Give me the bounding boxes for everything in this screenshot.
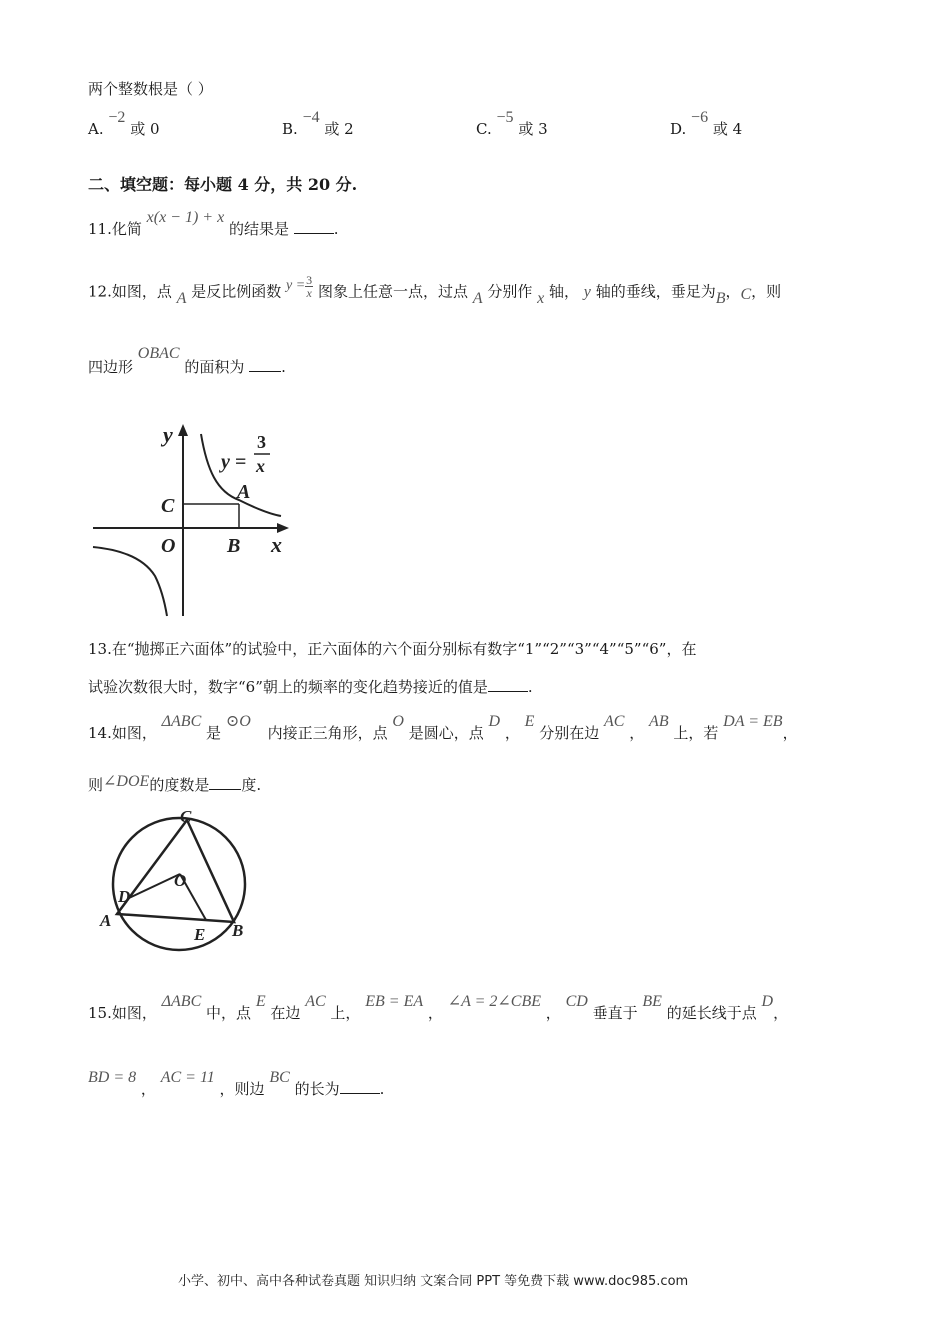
q14-text: 度. [241, 776, 262, 794]
condition-ac: AC = 11 [160, 1069, 215, 1086]
figure-point-c: C [161, 495, 175, 517]
q15-text: 在边 [270, 1004, 301, 1022]
q14-text: ， [782, 724, 798, 742]
fraction-denominator: x [306, 286, 312, 300]
section-title: 二、填空题：每小题 4 分，共 20 分. [88, 175, 358, 194]
figure-point-o: O [174, 871, 187, 890]
q14-text: 上，若 [673, 724, 719, 742]
q15-text: 的延长线于点 [666, 1004, 757, 1022]
q15-text: ，则边 [219, 1080, 265, 1098]
question-12-line1 [88, 273, 782, 307]
helper-none [119, 906, 176, 910]
segment-ac: AC [604, 713, 625, 730]
q15-text: 中，点 [206, 1004, 252, 1022]
condition-bd: BD = 8 [88, 1069, 137, 1086]
question-13-line2 [88, 676, 533, 697]
q15-text: ， [140, 1080, 156, 1098]
figure-point-b: B [232, 921, 244, 940]
q14-text: 14.如图， [88, 724, 157, 742]
question-13-line1: 13.在“抛掷正六面体”的试验中，正六面体的六个面分别标有数字“1”“2”“3”“4”“5”“6”，在 [88, 640, 697, 658]
option-rest: 或 3 [518, 120, 548, 138]
option-value: −2 [108, 109, 126, 126]
q12-end: . [281, 358, 286, 376]
answer-blank [294, 219, 334, 234]
circle-triangle-figure [98, 802, 258, 962]
figure-equation-num: 3 [257, 432, 266, 452]
point-b: B [715, 289, 726, 307]
option-rest: 或 2 [324, 120, 354, 138]
q11-suffix: 的结果是 [228, 220, 289, 238]
option-c [476, 109, 548, 139]
question-15-line2 [88, 1069, 385, 1099]
figure-equation-lhs: y = [221, 451, 247, 473]
q14-text: ， [504, 724, 520, 742]
q14-text: 内接正三角形，点 [267, 724, 388, 742]
option-value: −6 [691, 109, 709, 126]
fraction-numerator: 3 [306, 273, 313, 287]
q15-text: ， [427, 1004, 443, 1022]
footer-text: 小学、初中、高中各种试卷真题 知识归纳 文案合同 PPT 等免费下载 www.doc985.com [178, 1274, 689, 1289]
option-d [670, 109, 743, 139]
hyperbola-branch-left [93, 547, 167, 616]
q14-text: 则 [88, 776, 104, 794]
figure-point-a: A [237, 481, 251, 503]
answer-blank [249, 357, 281, 372]
figure-point-e: E [194, 925, 206, 944]
func-lhs: y = [286, 277, 306, 293]
option-rest: 或 4 [712, 120, 743, 138]
q15-text: 15.如图， [88, 1004, 157, 1022]
quad-obac: OBAC [137, 345, 180, 362]
option-b [282, 109, 354, 139]
answer-blank [209, 775, 241, 790]
option-label: B. [282, 120, 298, 138]
q12-text: 的面积为 [184, 358, 245, 376]
point-a: A [176, 289, 187, 307]
triangle-abc: ΔABC [161, 993, 202, 1010]
point-e: E [524, 713, 535, 730]
q13-text: 试验次数很大时，数字“6”朝上的频率的变化趋势接近的值是 [88, 678, 488, 696]
q15-text: ， [545, 1004, 561, 1022]
point-c: C [740, 285, 752, 303]
q11-end: . [333, 220, 339, 238]
q12-text: 分别作 [487, 282, 533, 301]
var-x: x [537, 289, 545, 307]
answer-blank [340, 1079, 380, 1094]
q12-text: 是反比例函数 [191, 282, 282, 301]
option-label: D. [670, 120, 687, 138]
q12-text: 四边形 [88, 358, 134, 376]
condition-eb-ea: EB = EA [365, 993, 424, 1010]
option-rest: 或 0 [130, 120, 160, 138]
circle-o: ⊙O [225, 713, 251, 730]
option-value: −4 [302, 109, 320, 126]
question-15-line1 [88, 993, 789, 1023]
question-11 [88, 209, 339, 239]
point-e: E [255, 993, 266, 1010]
q12-text: 图象上任意一点，过点 [317, 282, 468, 301]
segment-ab: AB [649, 713, 669, 730]
angle-doe: ∠DOE [103, 773, 150, 790]
point-a: A [472, 289, 483, 307]
figure-point-a: A [100, 911, 112, 930]
question-12-line2 [88, 345, 286, 377]
q13-end: . [527, 678, 533, 696]
q15-text: 上， [330, 1004, 361, 1022]
point-d: D [488, 713, 501, 730]
segment-be: BE [642, 993, 662, 1010]
q14-text: 的度数是 [149, 776, 210, 794]
option-a [88, 109, 160, 139]
q15-text: ， [773, 1004, 789, 1022]
func-fraction [305, 274, 313, 299]
q11-prefix: 11.化简 [88, 220, 142, 238]
figure-point-o: O [161, 535, 176, 557]
figure-point-b: B [227, 535, 241, 557]
x-axis-label: x [271, 532, 282, 557]
segment-bc: BC [269, 1069, 290, 1086]
q10-tail: 两个整数根是（ ） [88, 80, 213, 98]
hyperbola-figure [85, 420, 305, 620]
figure-point-c: C [180, 807, 192, 826]
q15-text: 垂直于 [592, 1004, 638, 1022]
q12-text: 轴， [549, 282, 580, 301]
q14-text: 分别在边 [539, 724, 600, 742]
condition-angle: ∠A = 2∠CBE [447, 993, 541, 1010]
question-14-line2 [88, 774, 261, 795]
q15-text: 的长为 [294, 1080, 340, 1098]
helper-none [124, 905, 178, 908]
segment-cd: CD [565, 993, 588, 1010]
q12-text: 轴的垂线，垂足为 [595, 282, 716, 301]
q11-expression: x(x − 1) + x [146, 209, 225, 226]
option-label: A. [88, 120, 104, 138]
triangle-abc: ΔABC [161, 713, 202, 730]
y-axis-arrow [178, 424, 188, 436]
point-o: O [392, 713, 404, 730]
point-d: D [761, 993, 774, 1010]
y-axis-label: y [163, 422, 173, 447]
option-label: C. [476, 120, 492, 138]
q12-text: ， [725, 282, 741, 301]
figure-equation-den: x [256, 456, 265, 476]
q14-text: 是圆心，点 [408, 724, 484, 742]
figure-point-d: D [118, 887, 131, 906]
question-14-line1 [88, 713, 798, 743]
condition-da-eb: DA = EB [723, 713, 783, 730]
q14-text: ， [629, 724, 645, 742]
segment-ac: AC [305, 993, 326, 1010]
option-value: −5 [496, 109, 514, 126]
q12-text: 12.如图，点 [88, 282, 172, 301]
var-y: y [583, 283, 591, 301]
q14-text: 是 [206, 724, 222, 742]
answer-blank [488, 677, 528, 692]
q15-end: . [379, 1080, 385, 1098]
q12-text: ，则 [751, 282, 782, 301]
